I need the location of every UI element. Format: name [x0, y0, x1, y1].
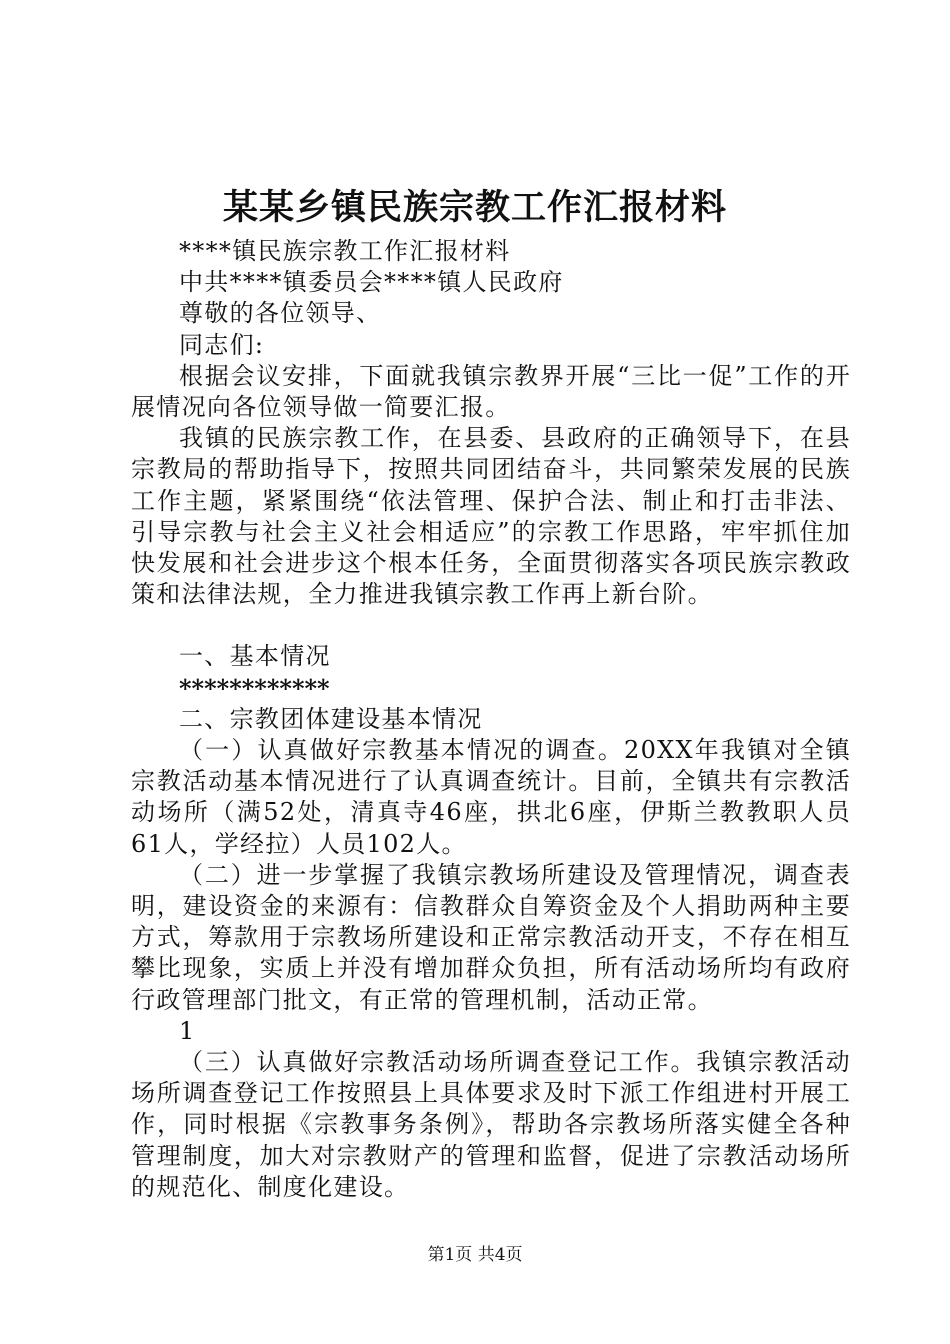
salutation-line: 尊敬的各位领导、 — [179, 299, 382, 328]
issuer-line: 中共****镇委员会****镇人民政府 — [179, 268, 564, 297]
item-paragraph-3: （三）认真做好宗教活动场所调查登记工作。我镇宗教活动场所调查登记工作按照县上具体要求及时下派工作组进村开展工作，同时根据《宗教事务条例》，帮助各宗教场所落实健全各种管理制度，加大对宗教财产的管理和监督，促进了宗教活动场所的规范化、制度化建设。 — [131, 1048, 851, 1201]
document-title: 某某乡镇民族宗教工作汇报材料 — [222, 187, 727, 228]
salutation-line-2: 同志们: — [179, 330, 265, 359]
page-footer: 第1页 共4页 — [427, 1245, 523, 1265]
redacted-line: ************ — [179, 673, 330, 703]
item-paragraph-1: （一）认真做好宗教基本情况的调查。20XX年我镇对全镇宗教活动基本情况进行了认真调查统计。目前，全镇共有宗教活动场所（满52处，清真寺46座，拱北6座，伊斯兰教教职人员61人，学经拉）人员102人。 — [131, 736, 851, 858]
intro-paragraph: 根据会议安排，下面就我镇宗教界开展“三比一促”工作的开展情况向各位领导做一简要汇报。 — [131, 361, 851, 422]
section-heading-1: 一、基本情况 — [179, 642, 331, 671]
document-body — [131, 236, 851, 1203]
overview-paragraph: 我镇的民族宗教工作，在县委、县政府的正确领导下，在县宗教局的帮助指导下，按照共同团结奋斗，共同繁荣发展的民族工作主题，紧紧围绕“依法管理、保护合法、制止和打击非法、引导宗教与社会主义社会相适应”的宗教工作思路，牢牢抓住加快发展和社会进步这个根本任务，全面贯彻落实各项民族宗教政策和法律法规，全力推进我镇宗教工作再上新台阶。 — [131, 424, 851, 609]
section-heading-2: 二、宗教团体建设基本情况 — [179, 704, 483, 733]
item-paragraph-2: （二）进一步掌握了我镇宗教场所建设及管理情况，调查表明，建设资金的来源有：信教群众自筹资金及个人捐助两种主要方式，筹款用于宗教场所建设和正常宗教活动开支，不存在相互攀比现象，实质上并没有增加群众负担，所有活动场所均有政府行政管理部门批文，有正常的管理机制，活动正常。 — [131, 860, 851, 1014]
inline-page-number: 1 — [179, 1016, 196, 1045]
subtitle-line: ****镇民族宗教工作汇报材料 — [179, 237, 511, 265]
